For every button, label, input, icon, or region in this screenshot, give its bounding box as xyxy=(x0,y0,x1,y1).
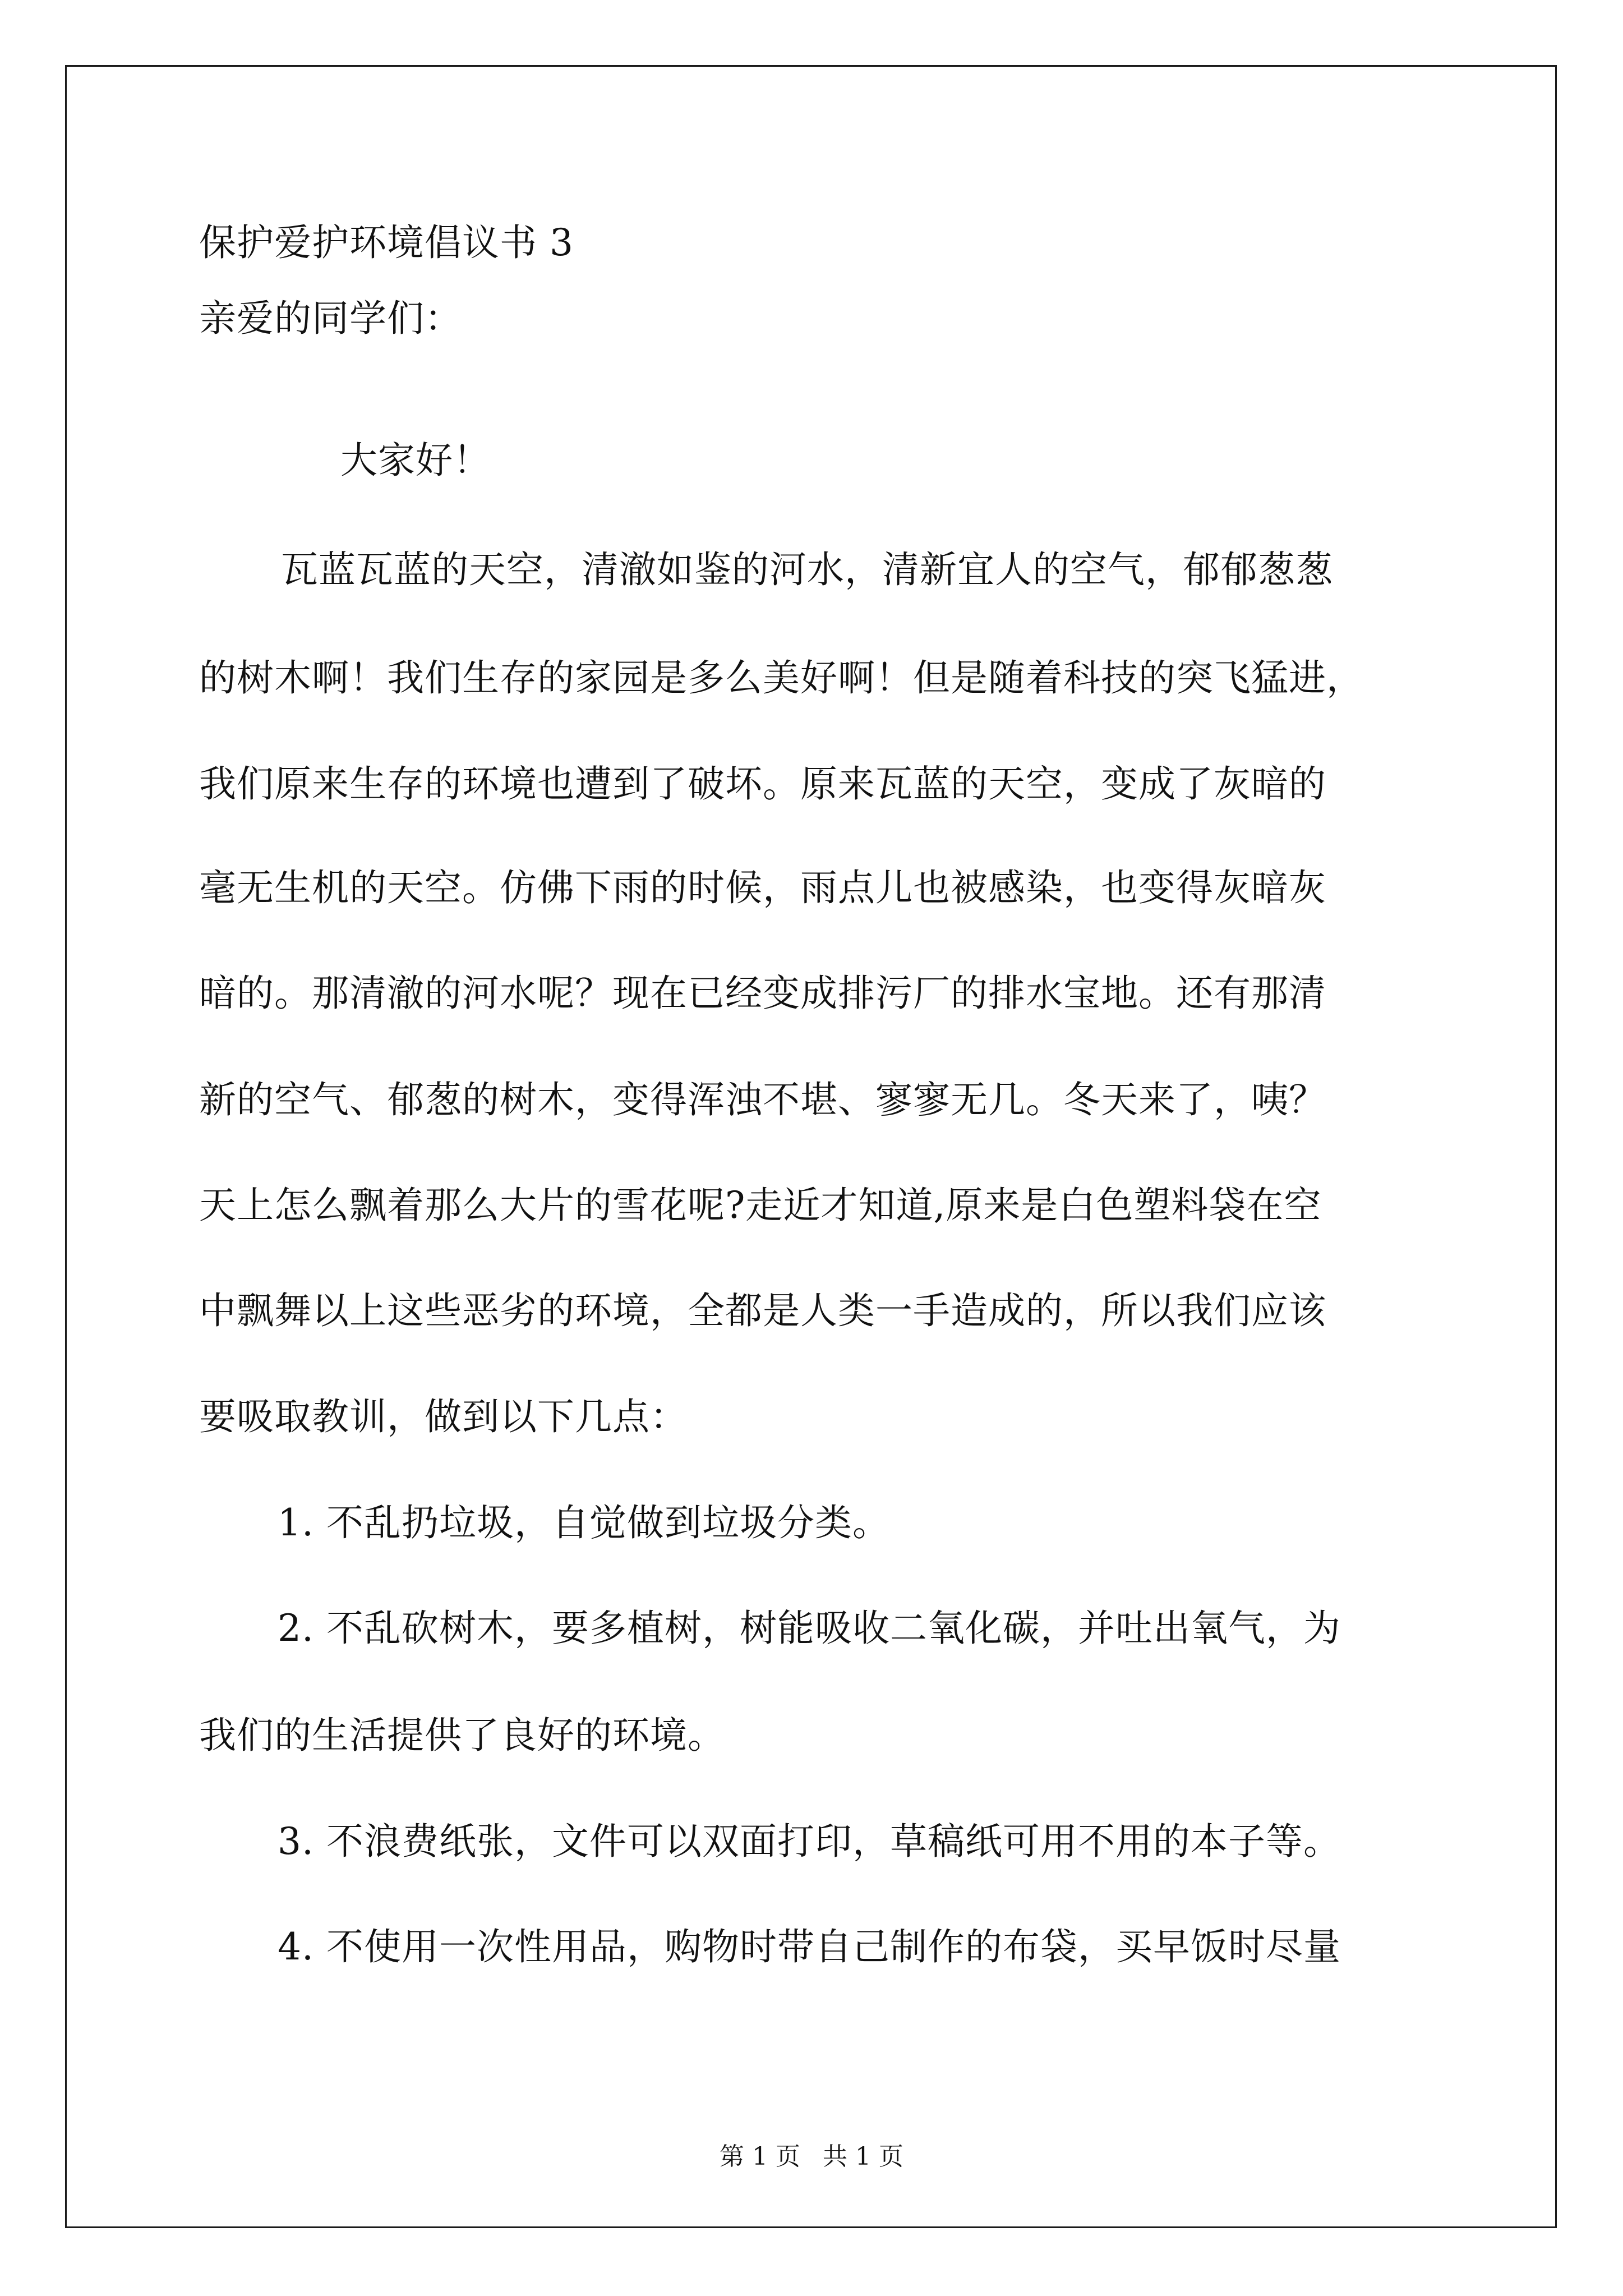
paragraph-line: 的树木啊！我们生存的家园是多么美好啊！但是随着科技的突飞猛进， xyxy=(199,656,1364,700)
list-item: 1. 不乱扔垃圾，自觉做到垃圾分类。 xyxy=(278,1501,890,1544)
paragraph-line: 瓦蓝瓦蓝的天空，清澈如鉴的河水，清新宜人的空气，郁郁葱葱 xyxy=(281,548,1333,591)
paragraph-line: 我们原来生存的环境也遭到了破坏。原来瓦蓝的天空，变成了灰暗的 xyxy=(199,762,1326,806)
salutation: 亲爱的同学们： xyxy=(199,297,462,340)
document-title: 保护爱护环境倡议书 3 xyxy=(199,221,574,264)
greeting: 大家好！ xyxy=(340,439,491,482)
paragraph-line: 天上怎么飘着那么大片的雪花呢?走近才知道,原来是白色塑料袋在空 xyxy=(199,1184,1322,1227)
list-item-continuation: 我们的生活提供了良好的环境。 xyxy=(199,1714,725,1757)
page-total: 共 1 页 xyxy=(823,2142,903,2171)
paragraph-line: 新的空气、郁葱的树木，变得浑浊不堪、寥寥无几。冬天来了，咦？ xyxy=(199,1078,1326,1121)
page-border xyxy=(65,65,1557,2228)
list-item: 4. 不使用一次性用品，购物时带自己制作的布袋，买早饭时尽量 xyxy=(278,1925,1341,1968)
list-item: 3. 不浪费纸张，文件可以双面打印，草稿纸可用不用的本子等。 xyxy=(278,1820,1341,1863)
paragraph-line: 要吸取教训，做到以下几点： xyxy=(199,1395,688,1438)
page-footer xyxy=(0,2136,1623,2172)
paragraph-line: 暗的。那清澈的河水呢？现在已经变成排污厂的排水宝地。还有那清 xyxy=(199,972,1326,1015)
paragraph-line: 毫无生机的天空。仿佛下雨的时候，雨点儿也被感染，也变得灰暗灰 xyxy=(199,866,1326,909)
list-item: 2. 不乱砍树木，要多植树，树能吸收二氧化碳，并吐出氧气，为 xyxy=(278,1607,1341,1650)
page-number: 第 1 页 xyxy=(720,2142,800,2171)
paragraph-line: 中飘舞以上这些恶劣的环境，全都是人类一手造成的，所以我们应该 xyxy=(199,1289,1326,1332)
